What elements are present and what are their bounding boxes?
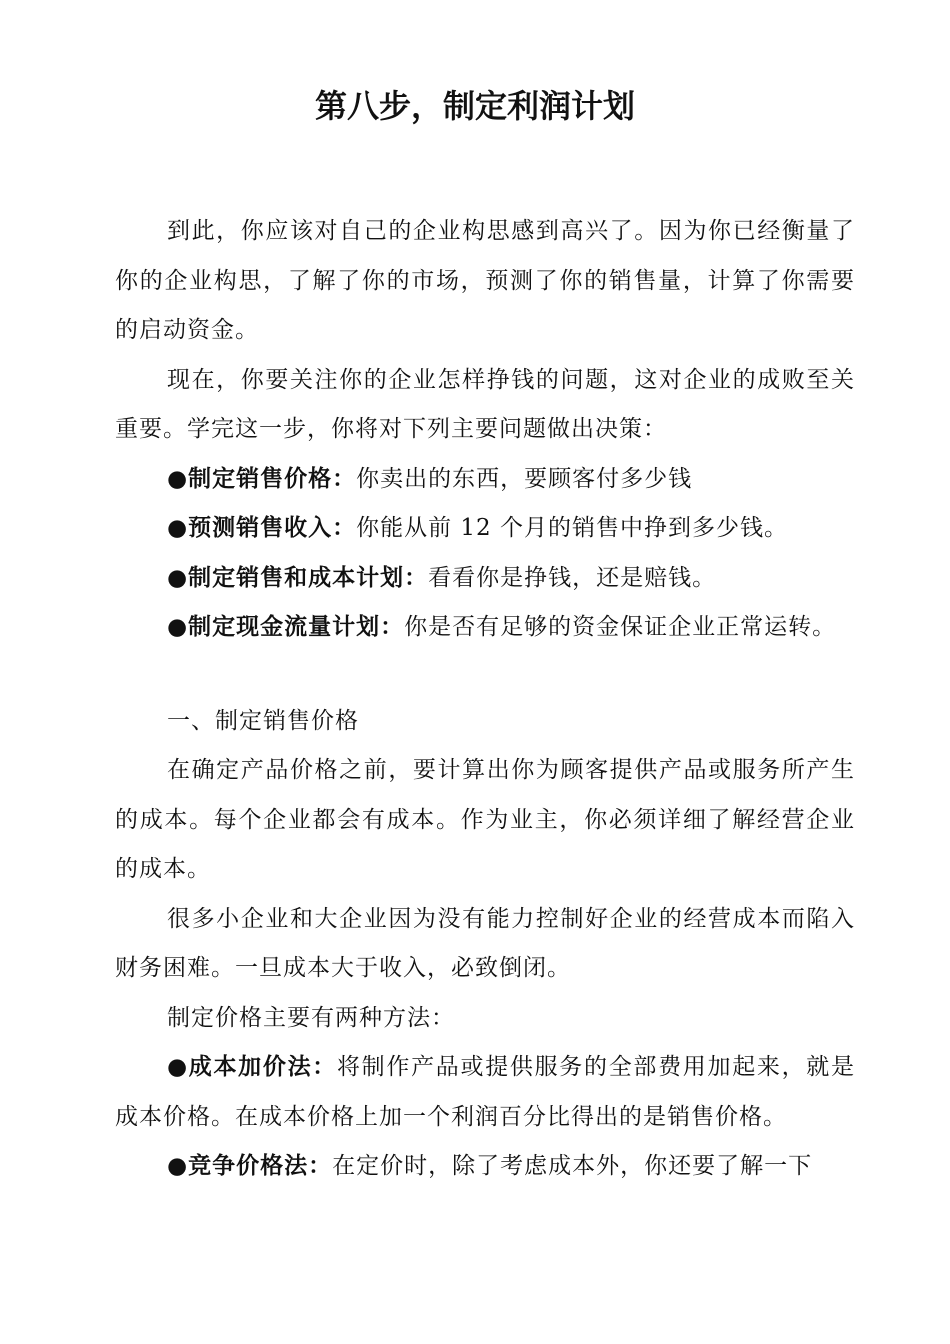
decision-item: [115, 455, 855, 505]
decision-label: ●制定销售和成本计划：: [167, 564, 429, 591]
page-title: 第八步，制定利润计划: [314, 87, 635, 125]
decision-text: 看看你是挣钱，还是赔钱。: [428, 564, 717, 591]
section-heading: 一、制定销售价格: [167, 707, 359, 734]
section-paragraph-1: 在确定产品价格之前，要计算出你为顾客提供产品或服务所产生的成本。每个企业都会有成本。作为业主，你必须详细了解经营企业的成本。: [115, 757, 855, 882]
decision-text: 你是否有足够的资金保证企业正常运转。: [404, 614, 837, 640]
intro-paragraph-2: 现在，你要关注你的企业怎样挣钱的问题，这对企业的成败至关重要。学完这一步，你将对下列主要问题做出决策：: [115, 366, 855, 442]
method-text: 将制作产品或提供服务的全部费用加起来，就是成本价格。在成本价格上加一个利润百分比得出的是销售价格。: [115, 1054, 856, 1130]
method-label: ●竞争价格法：: [167, 1153, 333, 1179]
section-spacer: [115, 653, 855, 697]
decision-label: ●制定现金流量计划：: [167, 614, 405, 640]
decision-text: 你卖出的东西，要顾客付多少钱: [356, 465, 693, 492]
decision-text: 你能从前 12 个月的销售中挣到多少钱。: [356, 515, 788, 541]
decision-label: ●制定销售价格：: [167, 465, 357, 492]
section-paragraph-3: 制定价格主要有两种方法：: [167, 1004, 455, 1031]
section-paragraph-2: 很多小企业和大企业因为没有能力控制好企业的经营成本而陷入财务困难。一旦成本大于收入，必致倒闭。: [115, 905, 855, 981]
decision-item: [115, 504, 855, 554]
method-item: [115, 1043, 855, 1142]
decision-item: [115, 554, 855, 604]
method-label: ●成本加价法：: [167, 1054, 337, 1080]
intro-paragraph-1: 到此，你应该对自己的企业构思感到高兴了。因为你已经衡量了你的企业构思，了解了你的市场，预测了你的销售量，计算了你需要的启动资金。: [115, 218, 855, 343]
decision-label: ●预测销售收入：: [167, 515, 357, 541]
method-item: [115, 1142, 855, 1192]
decision-item: [115, 603, 855, 653]
document-body: [115, 207, 855, 1192]
method-text: 在定价时，除了考虑成本外，你还要了解一下: [332, 1153, 813, 1179]
